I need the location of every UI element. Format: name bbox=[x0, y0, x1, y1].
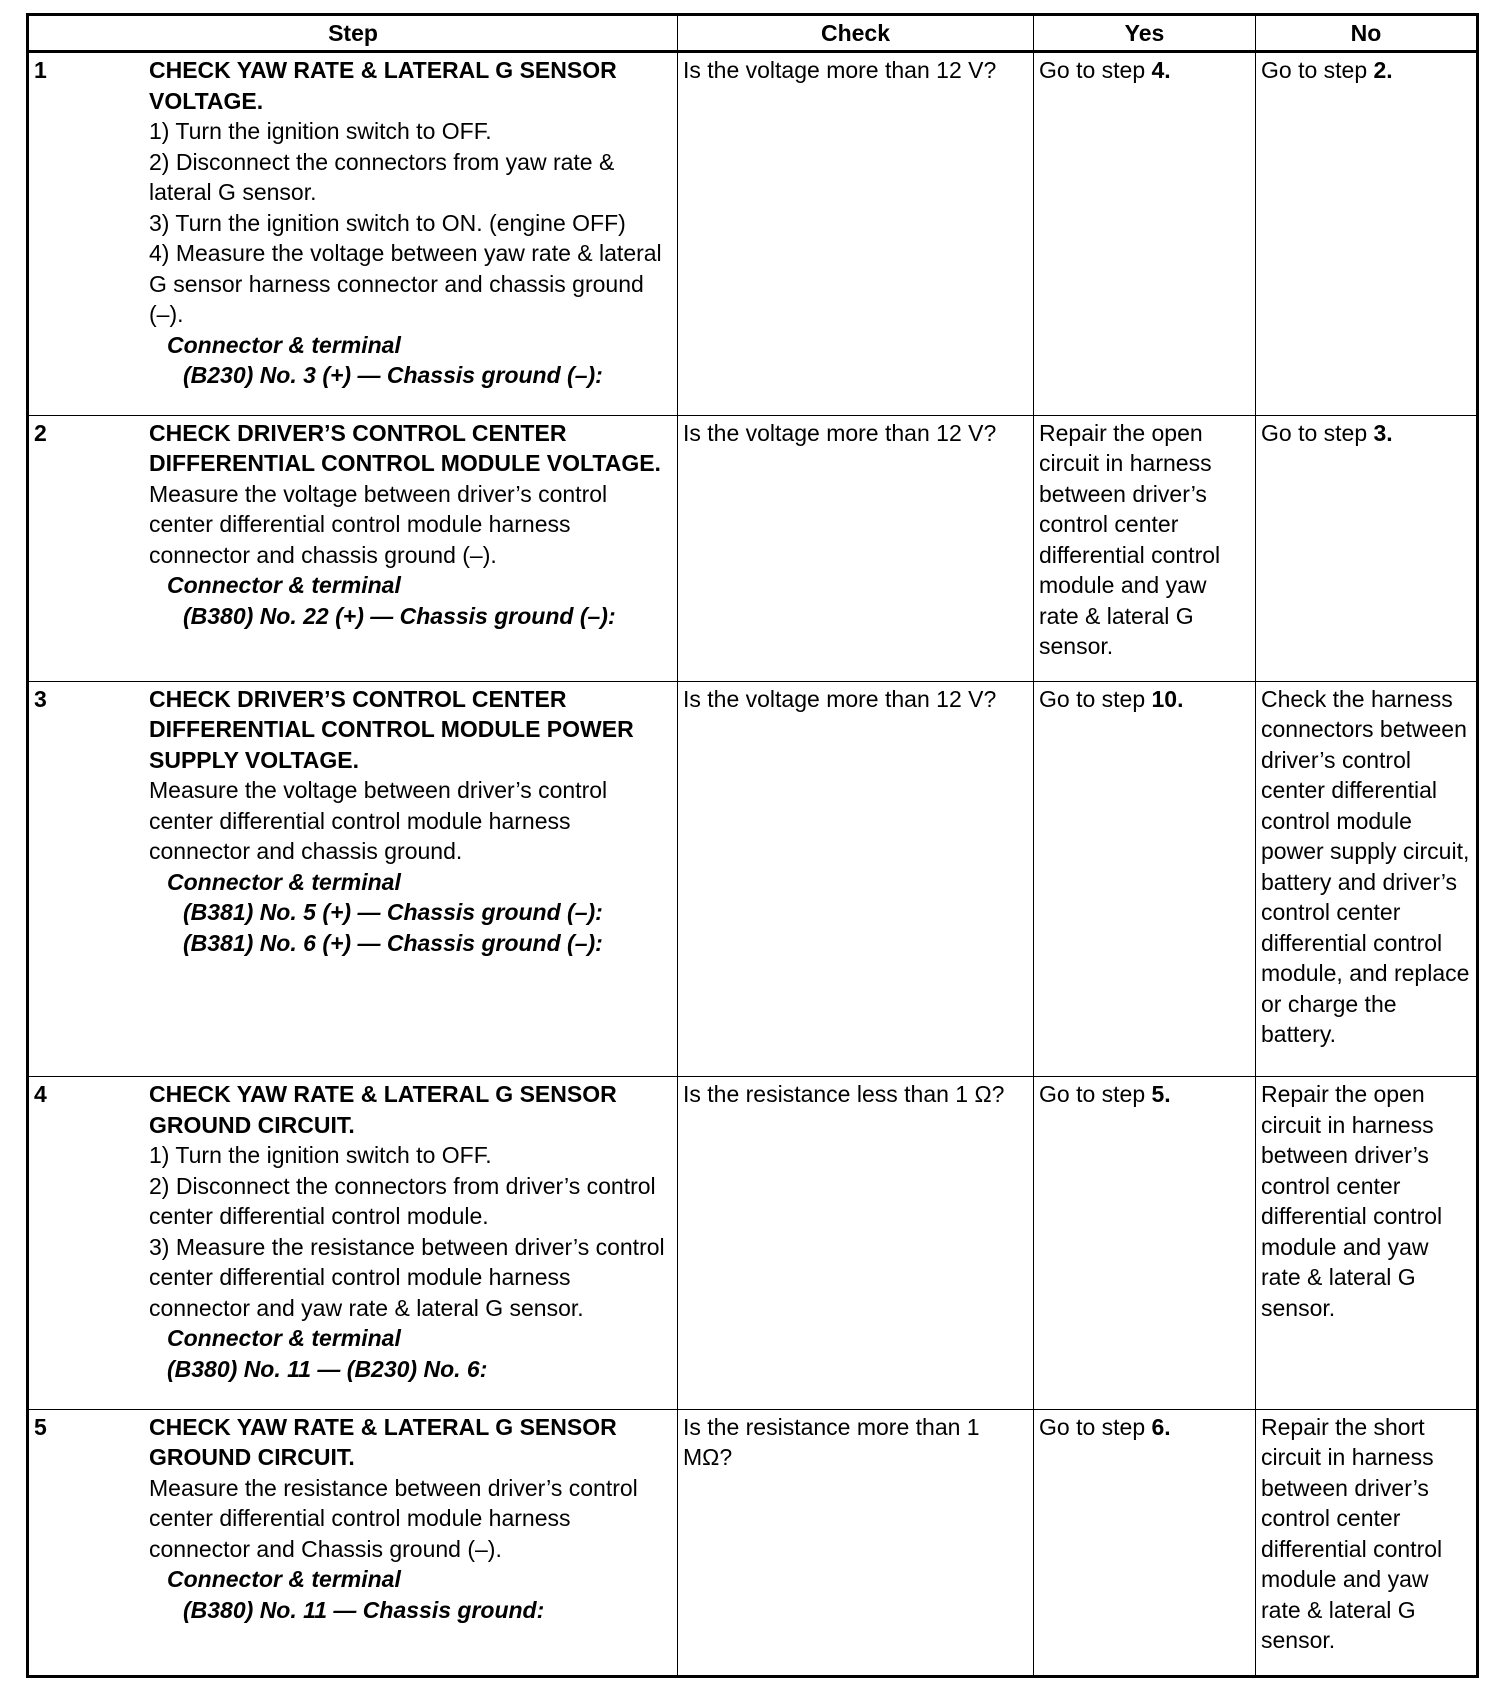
header-step: Step bbox=[28, 15, 678, 52]
instruction-line: Measure the voltage between driver’s control center differential control module harness connector and chassis ground (–). bbox=[149, 480, 608, 568]
step-instructions bbox=[149, 479, 672, 571]
no-cell bbox=[1256, 1077, 1478, 1410]
connector-heading: Connector & terminal bbox=[167, 331, 401, 358]
step-cell bbox=[28, 681, 678, 1076]
table-row bbox=[28, 1077, 1478, 1410]
step-instructions bbox=[149, 1473, 672, 1565]
step-title: CHECK YAW RATE & LATERAL G SENSOR GROUND CIRCUIT. bbox=[149, 1413, 617, 1471]
connector-heading: Connector & terminal bbox=[167, 868, 401, 895]
connector-terminals bbox=[149, 1595, 672, 1626]
table-row bbox=[28, 52, 1478, 416]
connector-terminals bbox=[149, 360, 672, 391]
no-text: Repair the open circuit in harness between driver’s control center differential control module and yaw rate & lateral G sensor. bbox=[1261, 1081, 1443, 1321]
yes-step: 6. bbox=[1151, 1413, 1171, 1440]
no-step: 3. bbox=[1373, 419, 1393, 446]
instruction-line: 3) Measure the resistance between driver’s control center differential control module harness connector and yaw rate & lateral G sensor. bbox=[149, 1233, 665, 1321]
no-text: Repair the short circuit in harness between driver’s control center differential control module and yaw rate & lateral G sensor. bbox=[1261, 1413, 1443, 1654]
step-number: 3 bbox=[34, 685, 47, 712]
no-cell bbox=[1256, 415, 1478, 681]
no-text: Check the harness connectors between driver’s control center differential control module power supply circuit, battery and driver’s control center differential control module, and replace or charge the battery. bbox=[1261, 685, 1470, 1048]
yes-cell bbox=[1034, 1409, 1256, 1676]
header-yes: Yes bbox=[1034, 15, 1256, 52]
step-title: CHECK DRIVER’S CONTROL CENTER DIFFERENTIAL CONTROL MODULE VOLTAGE. bbox=[149, 419, 661, 477]
yes-cell bbox=[1034, 415, 1256, 681]
step-cell bbox=[28, 1077, 678, 1410]
no-cell bbox=[1256, 681, 1478, 1076]
instruction-line: 4) Measure the voltage between yaw rate & lateral G sensor harness connector and chassis ground (–). bbox=[149, 240, 662, 327]
connector-heading: Connector & terminal bbox=[167, 1566, 401, 1593]
step-body bbox=[149, 684, 672, 959]
yes-cell bbox=[1034, 681, 1256, 1076]
check-cell bbox=[678, 415, 1034, 681]
header-no: No bbox=[1256, 15, 1478, 52]
yes-cell bbox=[1034, 1077, 1256, 1410]
no-prefix: Go to step bbox=[1261, 57, 1374, 83]
connector-terminals bbox=[149, 601, 672, 632]
instruction-line: 2) Disconnect the connectors from driver’s control center differential control module. bbox=[149, 1172, 656, 1230]
table-row bbox=[28, 415, 1478, 681]
no-prefix: Go to step bbox=[1261, 419, 1374, 446]
connector-terminal: (B381) No. 6 (+) — Chassis ground (–): bbox=[183, 929, 603, 956]
yes-text: Repair the open circuit in harness between driver’s control center differential control module and yaw rate & lateral G sensor. bbox=[1039, 419, 1221, 660]
check-question: Is the resistance more than 1 MΩ? bbox=[683, 1413, 980, 1471]
step-instructions bbox=[149, 116, 672, 330]
table-body bbox=[28, 52, 1478, 1677]
step-number: 4 bbox=[34, 1081, 47, 1108]
diagnostic-table bbox=[26, 13, 1479, 1678]
no-cell bbox=[1256, 52, 1478, 416]
step-body bbox=[149, 418, 672, 632]
header-row bbox=[28, 15, 1478, 52]
step-number: 1 bbox=[34, 57, 47, 83]
no-cell bbox=[1256, 1409, 1478, 1676]
instruction-line: Measure the resistance between driver’s control center differential control module harness connector and Chassis ground (–). bbox=[149, 1474, 638, 1562]
table-row bbox=[28, 1409, 1478, 1676]
connector-terminal: (B381) No. 5 (+) — Chassis ground (–): bbox=[183, 899, 603, 926]
instruction-line: Measure the voltage between driver’s control center differential control module harness connector and chassis ground. bbox=[149, 777, 608, 865]
step-cell bbox=[28, 415, 678, 681]
step-instructions bbox=[149, 1140, 672, 1323]
yes-cell bbox=[1034, 52, 1256, 416]
yes-step: 4. bbox=[1151, 57, 1171, 83]
step-instructions bbox=[149, 775, 672, 867]
step-number: 5 bbox=[34, 1413, 47, 1440]
step-title: CHECK YAW RATE & LATERAL G SENSOR VOLTAGE. bbox=[149, 57, 617, 114]
check-cell bbox=[678, 1409, 1034, 1676]
connector-terminal: (B380) No. 22 (+) — Chassis ground (–): bbox=[183, 602, 616, 629]
step-body bbox=[149, 55, 672, 391]
step-title: CHECK YAW RATE & LATERAL G SENSOR GROUND CIRCUIT. bbox=[149, 1081, 617, 1138]
check-cell bbox=[678, 52, 1034, 416]
yes-prefix: Go to step bbox=[1039, 1081, 1152, 1108]
yes-prefix: Go to step bbox=[1039, 57, 1152, 83]
instruction-line: 1) Turn the ignition switch to OFF. bbox=[149, 1142, 492, 1169]
step-title: CHECK DRIVER’S CONTROL CENTER DIFFERENTIAL CONTROL MODULE POWER SUPPLY VOLTAGE. bbox=[149, 685, 634, 773]
connector-terminal: (B380) No. 11 — Chassis ground: bbox=[183, 1596, 545, 1623]
check-question: Is the resistance less than 1 Ω? bbox=[683, 1081, 1005, 1108]
table-row bbox=[28, 681, 1478, 1076]
check-question: Is the voltage more than 12 V? bbox=[683, 57, 997, 83]
connector-terminal: (B230) No. 3 (+) — Chassis ground (–): bbox=[183, 362, 603, 388]
step-body bbox=[149, 1412, 672, 1626]
connector-terminal: (B380) No. 11 — (B230) No. 6: bbox=[167, 1355, 488, 1382]
step-cell bbox=[28, 52, 678, 416]
connector-terminals bbox=[149, 1354, 672, 1385]
connector-terminals bbox=[149, 897, 672, 958]
header-check: Check bbox=[678, 15, 1034, 52]
connector-heading: Connector & terminal bbox=[167, 572, 401, 599]
connector-heading: Connector & terminal bbox=[167, 1325, 401, 1352]
yes-step: 10. bbox=[1151, 685, 1184, 712]
check-question: Is the voltage more than 12 V? bbox=[683, 419, 997, 446]
yes-step: 5. bbox=[1151, 1081, 1171, 1108]
yes-prefix: Go to step bbox=[1039, 685, 1152, 712]
instruction-line: 1) Turn the ignition switch to OFF. bbox=[149, 118, 492, 144]
check-question: Is the voltage more than 12 V? bbox=[683, 685, 997, 712]
check-cell bbox=[678, 1077, 1034, 1410]
instruction-line: 3) Turn the ignition switch to ON. (engine OFF) bbox=[149, 209, 626, 236]
check-cell bbox=[678, 681, 1034, 1076]
step-cell bbox=[28, 1409, 678, 1676]
step-number: 2 bbox=[34, 419, 47, 446]
instruction-line: 2) Disconnect the connectors from yaw rate & lateral G sensor. bbox=[149, 148, 615, 205]
step-body bbox=[149, 1079, 672, 1384]
no-step: 2. bbox=[1373, 57, 1393, 83]
yes-prefix: Go to step bbox=[1039, 1413, 1152, 1440]
